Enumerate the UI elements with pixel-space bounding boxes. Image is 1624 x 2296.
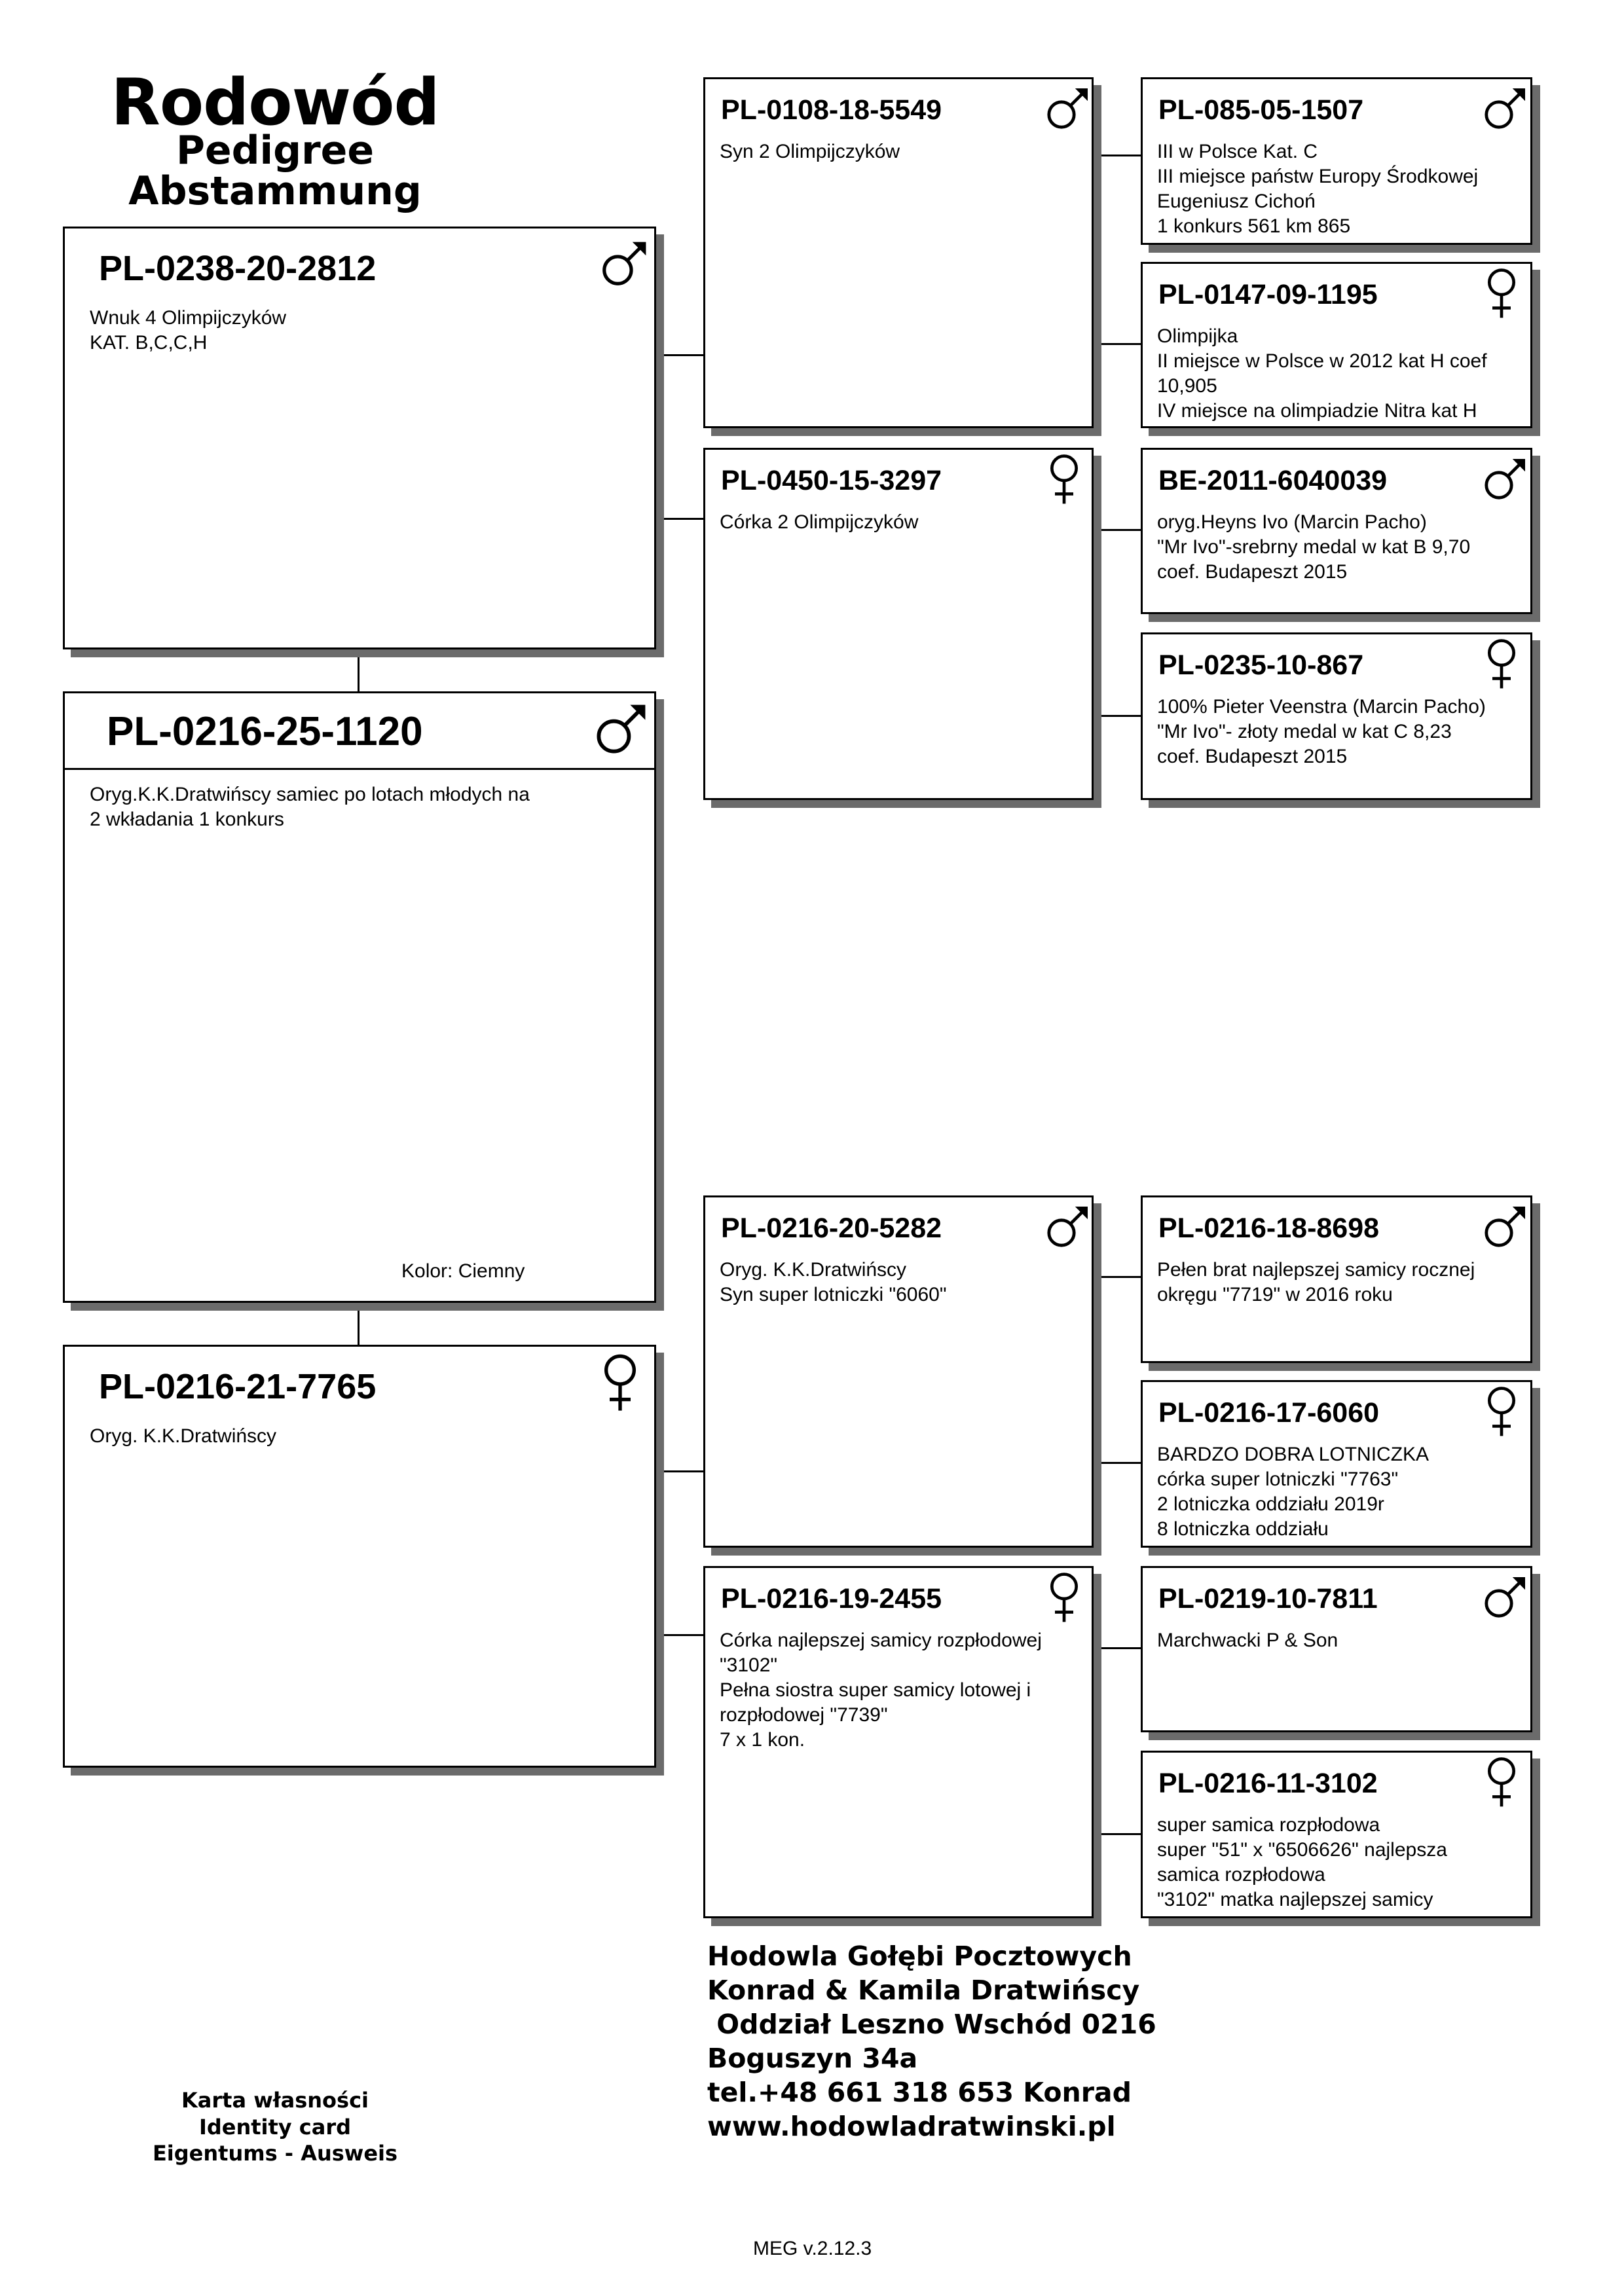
father-notes: Wnuk 4 Olimpijczyków KAT. B,C,C,H [90, 307, 287, 354]
connector-fm-fmf [1092, 529, 1141, 531]
ff-card [703, 77, 1094, 428]
connector-subject-mother [358, 1302, 360, 1345]
male-symbol-icon [1478, 1572, 1530, 1624]
connector-mf-mff [1092, 1276, 1141, 1278]
ffm-ring-number: PL-0147-09-1195 [1158, 279, 1378, 310]
female-symbol-icon [1483, 1385, 1520, 1440]
mmf-card [1141, 1566, 1532, 1732]
subject-card [63, 691, 656, 1303]
male-symbol-icon [595, 236, 652, 293]
mother-notes: Oryg. K.K.Dratwińscy [90, 1425, 277, 1447]
father-card [63, 227, 656, 649]
fff-notes: III w Polsce Kat. C III miejsce państw Europy Środkowej Eugeniusz Cichoń 1 konkurs 561 km 865 [1157, 141, 1479, 238]
ffm-notes: Olimpijka II miejsce w Polsce w 2012 kat H coef 10,905 IV miejsce na olimpiadzie Nitra kat H [1157, 325, 1487, 422]
male-symbol-icon [589, 699, 652, 761]
subject-ring-number: PL-0216-25-1120 [107, 709, 423, 754]
connector-mm-mmm [1092, 1833, 1141, 1835]
connector-fm-fmm [1092, 715, 1141, 717]
ffm-card [1141, 262, 1532, 428]
mfm-notes: BARDZO DOBRA LOTNICZKA córka super lotniczki "7763" 2 lotniczka oddziału 2019r 8 lotniczka oddziału [1157, 1444, 1430, 1540]
mmm-ring-number: PL-0216-11-3102 [1158, 1768, 1378, 1799]
male-symbol-icon [1478, 83, 1530, 136]
mother-card [63, 1345, 656, 1768]
pedigree-subtitle-en: Pedigree [175, 128, 375, 173]
male-symbol-icon [1478, 454, 1530, 506]
mm-card [703, 1566, 1094, 1918]
identity-card-label: Karta własności Identity card Eigentums - Ausweis [152, 2088, 398, 2166]
ff-ring-number: PL-0108-18-5549 [721, 94, 942, 126]
mf-notes: Oryg. K.K.Dratwińscy Syn super lotniczki "6060" [720, 1259, 947, 1306]
software-version: MEG v.2.12.3 [753, 2238, 872, 2259]
mmm-card [1141, 1751, 1532, 1918]
mff-card [1141, 1195, 1532, 1363]
father-ring-number: PL-0238-20-2812 [99, 249, 377, 288]
fmm-card [1141, 632, 1532, 800]
male-symbol-icon [1041, 83, 1093, 136]
ff-notes: Syn 2 Olimpijczyków [720, 141, 900, 162]
pedigree-title: Rodowód [111, 65, 439, 140]
male-symbol-icon [1478, 1201, 1530, 1254]
connector-father-fm [656, 518, 703, 520]
subject-color: Kolor: Ciemny [401, 1260, 525, 1282]
fm-notes: Córka 2 Olimpijczyków [720, 511, 919, 533]
connector-ff-ffm [1092, 343, 1141, 345]
fmf-ring-number: BE-2011-6040039 [1158, 465, 1388, 496]
female-symbol-icon [1483, 1755, 1520, 1810]
female-symbol-icon [1483, 266, 1520, 321]
female-symbol-icon [1483, 637, 1520, 692]
connector-father-subject [358, 648, 360, 691]
connector-father-ff [656, 354, 703, 356]
connector-mother-mm [656, 1634, 703, 1636]
fff-card [1141, 77, 1532, 245]
subject-header-divider [65, 768, 654, 770]
mf-ring-number: PL-0216-20-5282 [721, 1212, 942, 1244]
subject-notes: Oryg.K.K.Dratwińscy samiec po lotach młodych na 2 wkładania 1 konkurs [90, 784, 530, 831]
fff-ring-number: PL-085-05-1507 [1158, 94, 1364, 126]
mother-ring-number: PL-0216-21-7765 [99, 1367, 377, 1406]
female-symbol-icon [1046, 452, 1082, 507]
female-symbol-icon [1046, 1571, 1082, 1626]
mfm-ring-number: PL-0216-17-6060 [1158, 1397, 1380, 1429]
fmf-card [1141, 448, 1532, 614]
female-symbol-icon [599, 1352, 641, 1415]
fm-card [703, 448, 1094, 800]
fm-ring-number: PL-0450-15-3297 [721, 465, 942, 496]
mf-card [703, 1195, 1094, 1548]
mfm-card [1141, 1380, 1532, 1548]
connector-mf-mfm [1092, 1462, 1141, 1464]
connector-ff-fff [1092, 155, 1141, 156]
connector-mm-mmf [1092, 1647, 1141, 1649]
fmm-ring-number: PL-0235-10-867 [1158, 649, 1364, 681]
mmm-notes: super samica rozpłodowa super "51" x "6506626" najlepsza samica rozpłodowa "3102" matka najlepszej samicy [1157, 1814, 1447, 1911]
mmf-ring-number: PL-0219-10-7811 [1158, 1583, 1378, 1614]
connector-mother-mf [656, 1470, 703, 1472]
mff-ring-number: PL-0216-18-8698 [1158, 1212, 1380, 1244]
mff-notes: Pełen brat najlepszej samicy rocznej okręgu "7719" w 2016 roku [1157, 1259, 1475, 1306]
male-symbol-icon [1041, 1201, 1093, 1254]
mm-ring-number: PL-0216-19-2455 [721, 1583, 942, 1614]
mm-notes: Córka najlepszej samicy rozpłodowej "3102" Pełna siostra super samicy lotowej i rozpłodowej "7739" 7 x 1 kon. [720, 1630, 1042, 1751]
breeder-contact: Hodowla Gołębi Pocztowych Konrad & Kamila Dratwińscy Oddział Leszno Wschód 0216 Boguszyn 34a tel.+48 661 318 653 Konrad www.hodowladratwinski.pl [707, 1941, 1156, 2143]
mmf-notes: Marchwacki P & Son [1157, 1630, 1338, 1651]
fmm-notes: 100% Pieter Veenstra (Marcin Pacho) "Mr Ivo"- złoty medal w kat C 8,23 coef. Budapeszt 2015 [1157, 696, 1486, 768]
pedigree-subtitle-de: Abstammung [128, 168, 422, 214]
fmf-notes: oryg.Heyns Ivo (Marcin Pacho) "Mr Ivo"-srebrny medal w kat B 9,70 coef. Budapeszt 2015 [1157, 511, 1471, 583]
